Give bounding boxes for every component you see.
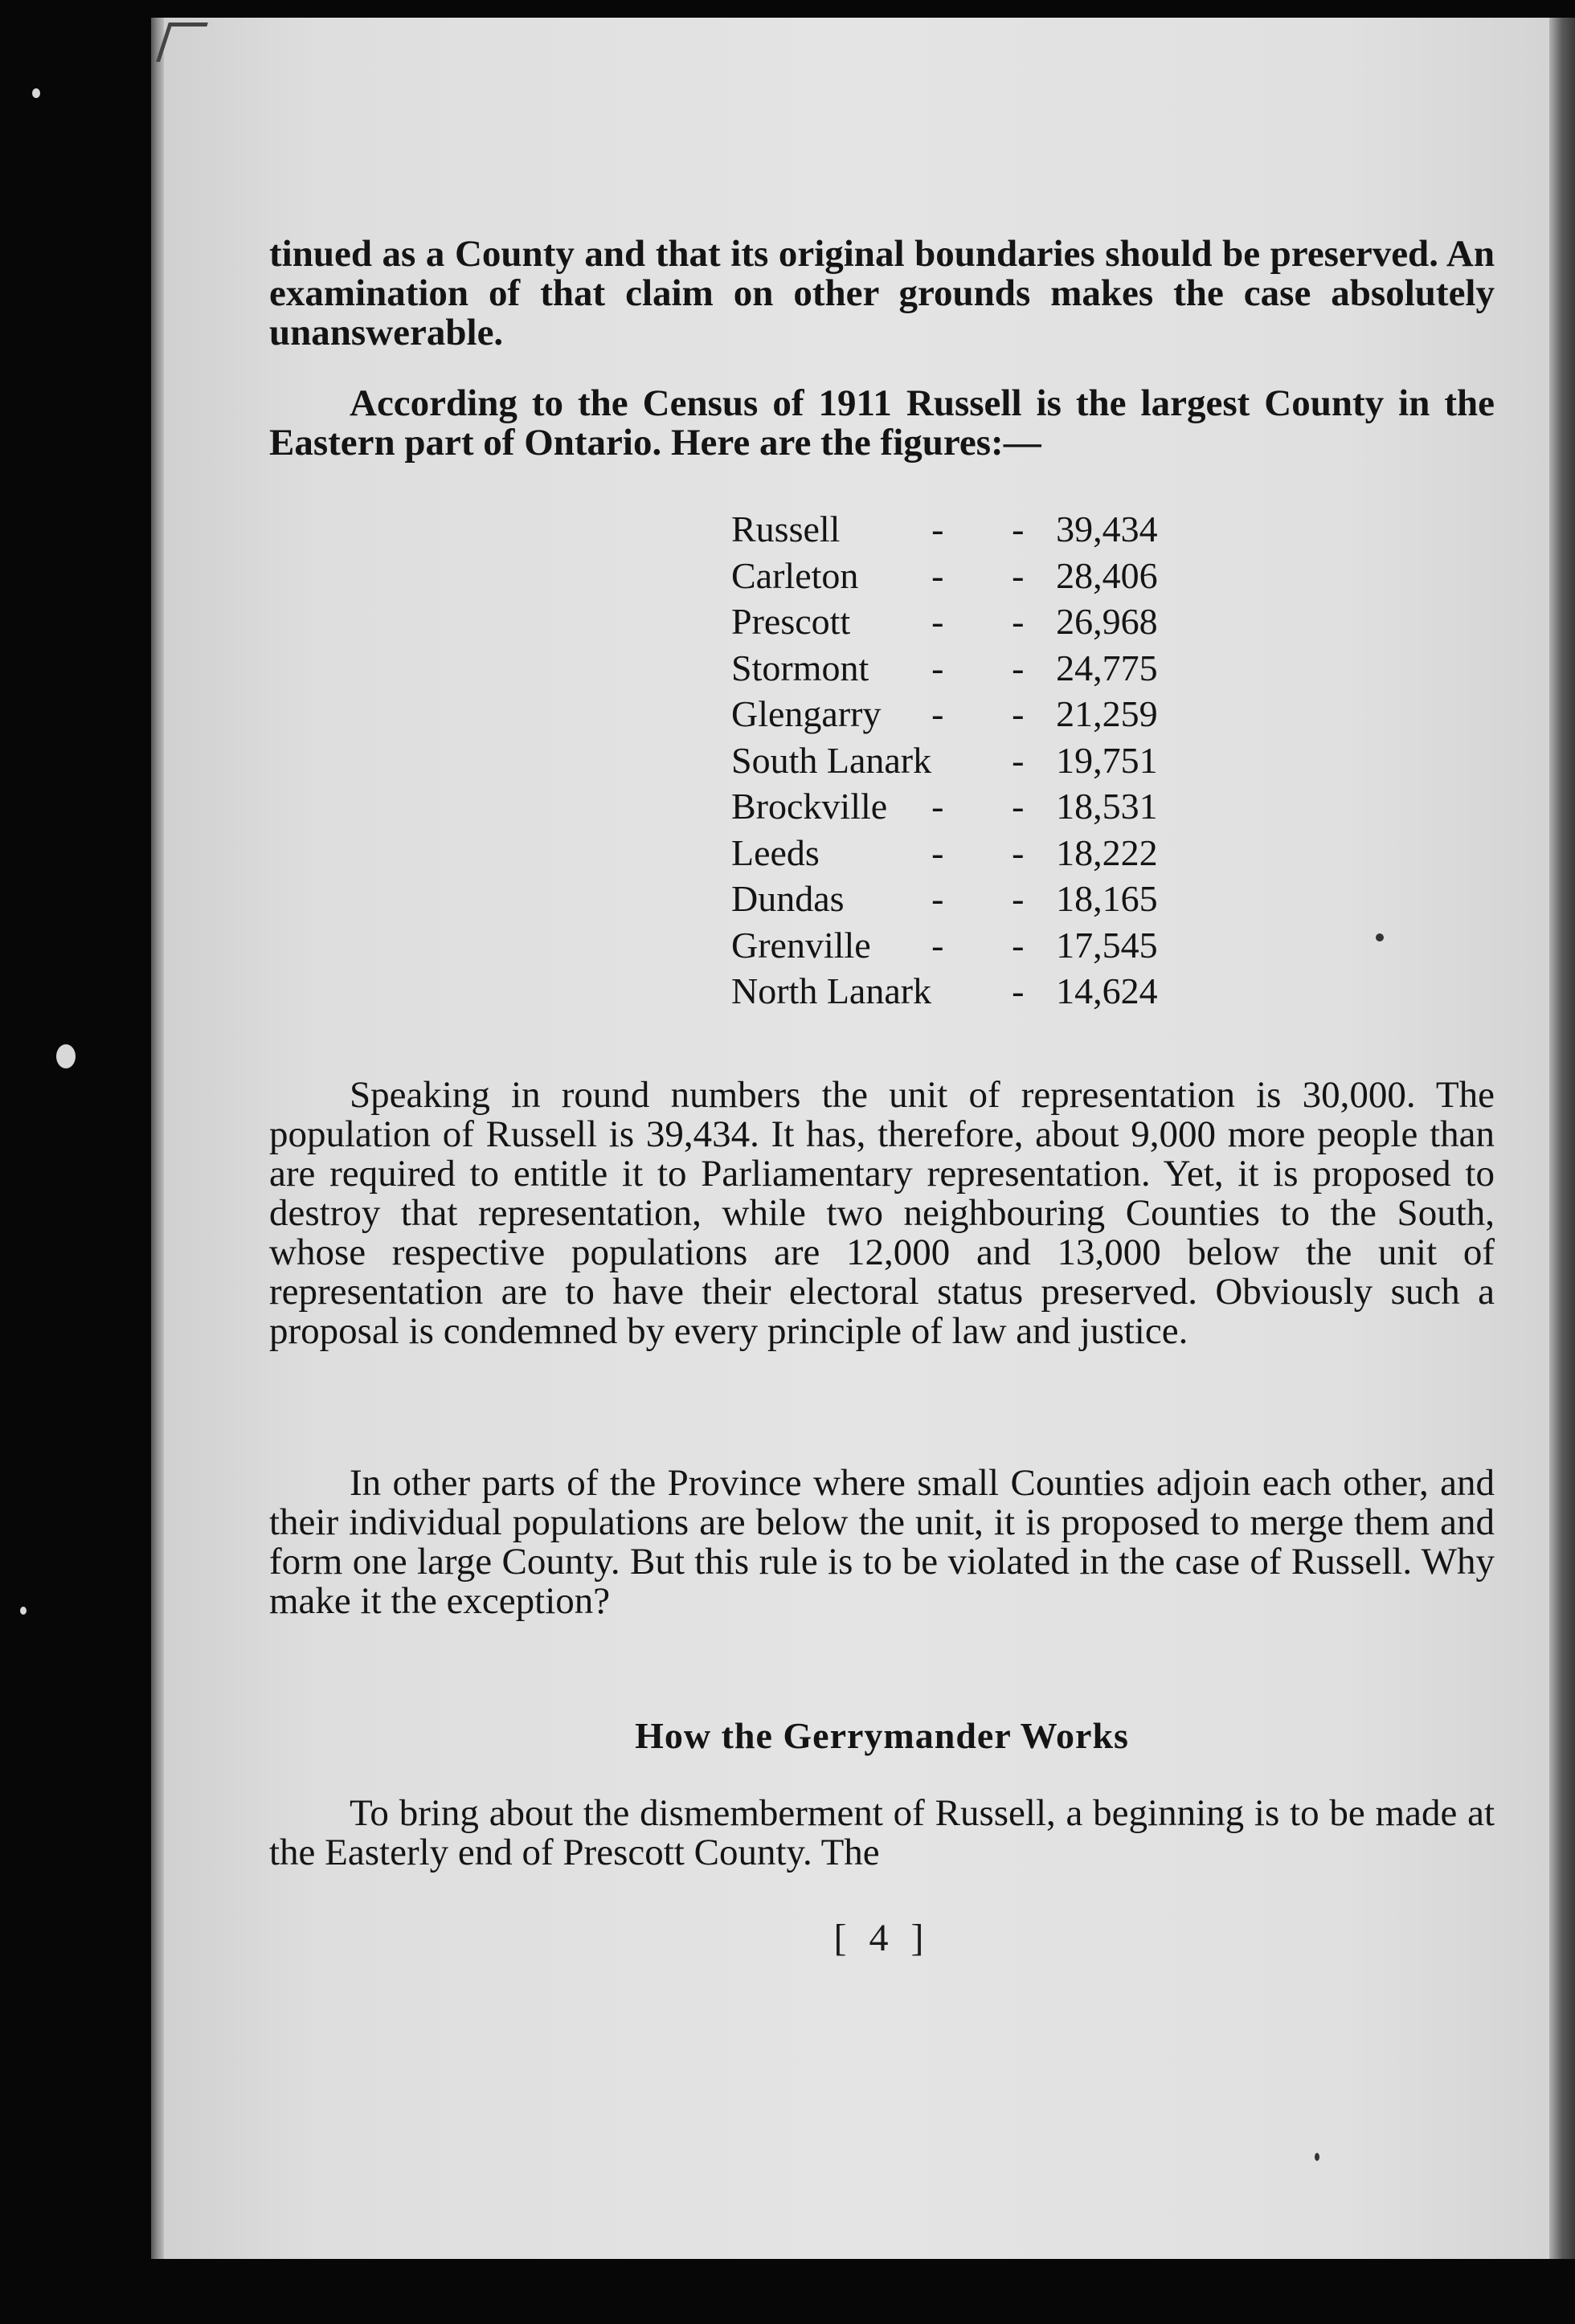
leader-dash: - [931,647,944,688]
population-value: 24,775 [1056,647,1158,688]
census-row [731,737,1184,784]
leader-dash: - [931,878,944,919]
county-name: Brockville [731,786,888,827]
census-population-table [731,506,1184,1015]
scan-speck [1376,933,1384,941]
county-name: Stormont [731,647,869,688]
leader-dash: - [931,509,944,549]
census-row [731,506,1184,553]
county-name: Glengarry [731,693,882,734]
leader-dash [931,737,1012,784]
page-number: [ 4 ] [833,1917,931,1959]
population-value: 39,434 [1056,509,1158,549]
county-name: Dundas [731,878,845,919]
paragraph-merge-counties [269,1464,1495,1621]
scan-speck [32,88,40,98]
leader-dash: - [931,601,944,642]
leader-dash: - [1012,739,1025,781]
census-table-body [731,506,1184,1015]
leader-dash: - [1012,509,1025,549]
leader-dash: - [1012,924,1025,966]
county-name: Carleton [731,554,859,596]
census-row [731,783,1184,830]
leader-dash: - [1012,786,1025,827]
leader-dash: - [1012,647,1025,688]
census-row [731,645,1184,692]
scan-speck [56,1044,76,1068]
leader-dash: - [1012,878,1025,919]
population-value: 28,406 [1056,554,1158,596]
county-name: Prescott [731,601,851,642]
county-name: Grenville [731,924,871,966]
scan-speck [20,1607,27,1615]
population-value: 19,751 [1056,739,1158,781]
county-name: Leeds [731,831,820,873]
paragraph-census-intro [269,384,1495,463]
paragraph-continuation [269,235,1495,353]
paragraph-text: According to the Census of 1911 Russell is the largest County in the Eastern part of Ontario. Here are the figures:— [269,382,1495,464]
population-value: 21,259 [1056,693,1158,734]
census-row [731,691,1184,737]
census-row [731,830,1184,876]
leader-dash: - [931,693,944,734]
county-name: South Lanark [731,739,932,781]
population-value: 17,545 [1056,924,1158,966]
census-row [731,598,1184,645]
leader-dash: - [1012,693,1025,734]
section-heading: How the Gerrymander Works [635,1715,1129,1756]
population-value: 14,624 [1056,970,1158,1011]
leader-dash: - [1012,831,1025,873]
leader-dash: - [931,831,944,873]
population-value: 26,968 [1056,601,1158,642]
county-name: North Lanark [731,970,932,1011]
leader-dash: - [931,924,944,966]
census-row [731,876,1184,922]
scan-speck [1315,2153,1319,2161]
census-row [731,968,1184,1015]
population-value: 18,165 [1056,878,1158,919]
paragraph-text: In other parts of the Province where small Counties adjoin each other, and their individual populations are below the unit, it is proposed to merge them and form one large County. But this rule is to be violated in the case of Russell. Why make it the exception? [269,1462,1495,1622]
leader-dash: - [1012,554,1025,596]
population-value: 18,531 [1056,786,1158,827]
page-right-edge [1549,18,1575,2259]
leader-dash [931,968,1012,1015]
leader-dash: - [931,786,944,827]
page-left-edge [151,18,164,2259]
census-row [731,922,1184,969]
leader-dash: - [1012,970,1025,1011]
paragraph-text: Speaking in round numbers the unit of representation is 30,000. The population of Russell is 39,434. It has, therefore, about 9,000 more people than are required to entitle it to Parliamentary representation. Yet, it is proposed to destroy that representation, while two neighbouring Counties to the South, whose respective populations are 12,000 and 13,000 below the unit of representation are to have their electoral status preserved. Obviously such a proposal is condemned by every principle of law and justice. [269,1074,1495,1352]
census-row [731,553,1184,599]
paragraph-dismemberment [269,1794,1495,1873]
paragraph-representation [269,1076,1495,1351]
leader-dash: - [1012,601,1025,642]
county-name: Russell [731,509,841,549]
paragraph-text: tinued as a County and that its original boundaries should be preserved. An examination of that claim on other grounds makes the case absolutely unanswerable. [269,233,1495,353]
paragraph-text: To bring about the dismemberment of Russell, a beginning is to be made at the Easterly end of Prescott County. The [269,1792,1495,1873]
leader-dash: - [931,554,944,596]
population-value: 18,222 [1056,831,1158,873]
